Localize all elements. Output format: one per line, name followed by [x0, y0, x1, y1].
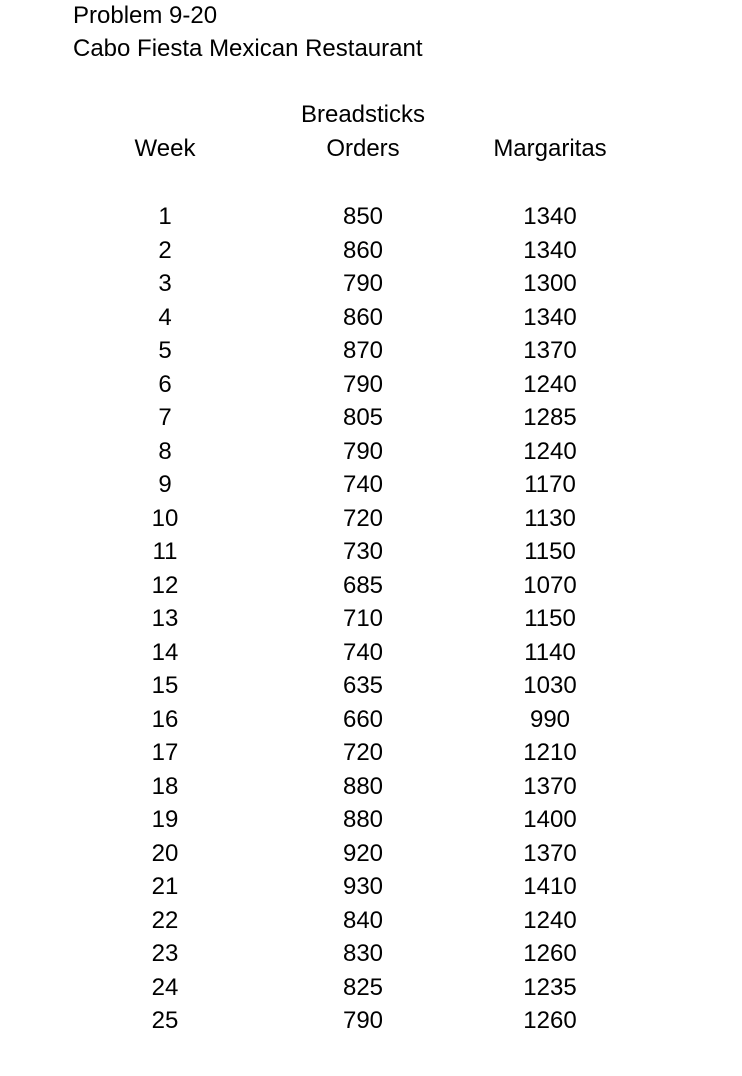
- margaritas-cell: 1300: [523, 270, 577, 297]
- header-week: Week: [134, 135, 196, 162]
- week-cell: 8: [158, 438, 172, 465]
- week-cell: 6: [158, 371, 172, 398]
- breadsticks-orders-cell: 805: [342, 404, 384, 431]
- week-cell: 16: [151, 706, 179, 733]
- breadsticks-orders-cell: 730: [342, 538, 384, 565]
- breadsticks-orders-cell: 860: [342, 304, 384, 331]
- week-cell: 4: [158, 304, 172, 331]
- breadsticks-orders-cell: 635: [342, 672, 384, 699]
- margaritas-cell: 1340: [523, 304, 577, 331]
- week-cell: 19: [151, 806, 179, 833]
- breadsticks-orders-cell: 880: [342, 773, 384, 800]
- margaritas-cell: 1140: [524, 639, 576, 666]
- margaritas-cell: 1170: [524, 471, 576, 498]
- margaritas-cell: 1370: [523, 773, 577, 800]
- week-cell: 21: [151, 873, 179, 900]
- breadsticks-orders-cell: 660: [342, 706, 384, 733]
- week-cell: 20: [151, 840, 179, 867]
- margaritas-cell: 1235: [523, 974, 577, 1001]
- breadsticks-orders-cell: 790: [342, 1007, 384, 1034]
- breadsticks-orders-cell: 930: [342, 873, 384, 900]
- week-cell: 3: [158, 270, 172, 297]
- week-cell: 25: [151, 1007, 179, 1034]
- week-cell: 13: [151, 605, 179, 632]
- breadsticks-orders-cell: 740: [342, 471, 384, 498]
- week-cell: 24: [151, 974, 179, 1001]
- margaritas-cell: 1240: [523, 438, 577, 465]
- margaritas-cell: 1370: [523, 840, 577, 867]
- breadsticks-orders-cell: 790: [342, 438, 384, 465]
- breadsticks-orders-cell: 740: [342, 639, 384, 666]
- breadsticks-orders-cell: 790: [342, 270, 384, 297]
- margaritas-cell: 1210: [523, 739, 577, 766]
- margaritas-cell: 990: [529, 706, 571, 733]
- breadsticks-orders-cell: 720: [342, 739, 384, 766]
- breadsticks-orders-cell: 880: [342, 806, 384, 833]
- week-cell: 18: [151, 773, 179, 800]
- week-cell: 15: [151, 672, 179, 699]
- breadsticks-orders-cell: 850: [342, 203, 384, 230]
- header-breadsticks-line1: Breadsticks: [300, 101, 426, 128]
- breadsticks-orders-cell: 860: [342, 237, 384, 264]
- margaritas-cell: 1370: [523, 337, 577, 364]
- margaritas-cell: 1240: [523, 907, 577, 934]
- margaritas-cell: 1150: [524, 605, 576, 632]
- problem-label: Problem 9-20: [73, 2, 218, 29]
- margaritas-cell: 1030: [523, 672, 577, 699]
- breadsticks-orders-cell: 825: [342, 974, 384, 1001]
- breadsticks-orders-cell: 870: [342, 337, 384, 364]
- margaritas-cell: 1340: [523, 203, 577, 230]
- week-cell: 9: [158, 471, 172, 498]
- margaritas-cell: 1260: [523, 1007, 577, 1034]
- breadsticks-orders-cell: 790: [342, 371, 384, 398]
- breadsticks-orders-cell: 710: [342, 605, 384, 632]
- breadsticks-orders-cell: 720: [342, 505, 384, 532]
- week-cell: 17: [151, 739, 179, 766]
- week-cell: 14: [151, 639, 179, 666]
- week-cell: 22: [151, 907, 179, 934]
- margaritas-cell: 1410: [523, 873, 577, 900]
- margaritas-cell: 1150: [524, 538, 576, 565]
- restaurant-name: Cabo Fiesta Mexican Restaurant: [73, 35, 423, 62]
- week-cell: 23: [151, 940, 179, 967]
- header-margaritas: Margaritas: [493, 135, 607, 162]
- week-cell: 2: [158, 237, 172, 264]
- margaritas-cell: 1240: [523, 371, 577, 398]
- week-cell: 10: [151, 505, 179, 532]
- margaritas-cell: 1260: [523, 940, 577, 967]
- week-cell: 1: [158, 203, 172, 230]
- breadsticks-orders-cell: 830: [342, 940, 384, 967]
- margaritas-cell: 1070: [523, 572, 577, 599]
- week-cell: 11: [152, 538, 178, 565]
- margaritas-cell: 1340: [523, 237, 577, 264]
- margaritas-cell: 1285: [523, 404, 577, 431]
- breadsticks-orders-cell: 685: [342, 572, 384, 599]
- breadsticks-orders-cell: 840: [342, 907, 384, 934]
- breadsticks-orders-cell: 920: [342, 840, 384, 867]
- week-cell: 5: [158, 337, 172, 364]
- margaritas-cell: 1400: [523, 806, 577, 833]
- week-cell: 12: [151, 572, 179, 599]
- margaritas-cell: 1130: [524, 505, 576, 532]
- week-cell: 7: [158, 404, 172, 431]
- header-breadsticks-line2: Orders: [326, 135, 400, 162]
